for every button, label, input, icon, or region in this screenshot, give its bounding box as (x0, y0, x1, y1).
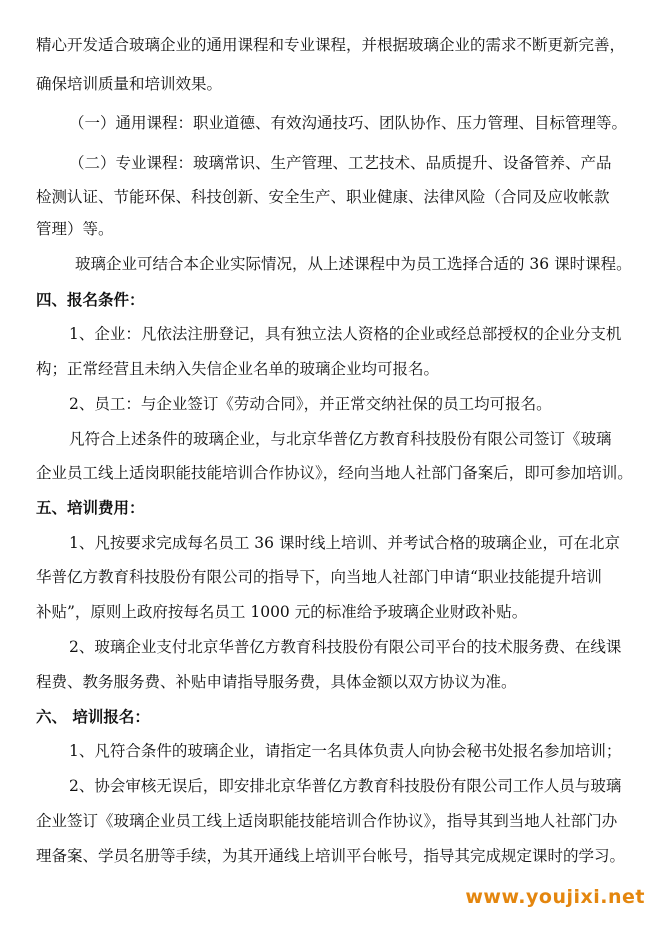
section-heading: 六、 培训报名： (36, 707, 150, 726)
paragraph-line: 1、凡按要求完成每名员工 36 课时线上培训、并考试合格的玻璃企业，可在北京 (69, 534, 620, 552)
paragraph-line: 确保培训质量和培训效果。 (36, 75, 223, 93)
paragraph-line: 凡符合上述条件的玻璃企业，与北京华普亿方教育科技股份有限公司签订《玻璃 (69, 430, 612, 448)
paragraph-line: 1、企业：凡依法注册登记，具有独立法人资格的企业或经总部授权的企业分支机 (69, 325, 622, 343)
section-heading: 五、培训费用： (36, 498, 145, 517)
paragraph-line: 2、玻璃企业支付北京华普亿方教育科技股份有限公司平台的技术服务费、在线课 (69, 638, 622, 656)
section-heading: 四、报名条件： (36, 290, 145, 309)
paragraph-line: 检测认证、节能环保、科技创新、安全生产、职业健康、法律风险（合同及应收帐款 (36, 188, 610, 206)
paragraph-line: 构；正常经营且未纳入失信企业名单的玻璃企业均可报名。 (36, 360, 440, 378)
paragraph-line: 企业签订《玻璃企业员工线上适岗职能技能培训合作协议》，指导其到当地人社部门办 (36, 812, 618, 830)
paragraph-line: 理备案、学员名册等手续，为其开通线上培训平台帐号，指导其完成规定课时的学习。 (36, 847, 626, 865)
paragraph-line: 2、协会审核无误后，即安排北京华普亿方教育科技股份有限公司工作人员与玻璃 (69, 777, 622, 795)
paragraph-line: 精心开发适合玻璃企业的通用课程和专业课程，并根据玻璃企业的需求不断更新完善， (36, 36, 626, 54)
paragraph-line: （一）通用课程：职业道德、有效沟通技巧、团队协作、压力管理、目标管理等。 (69, 114, 628, 132)
paragraph-line: 1、凡符合条件的玻璃企业，请指定一名具体负责人向协会秘书处报名参加培训； (69, 742, 622, 760)
paragraph-line: 管理）等。 (36, 220, 114, 238)
site-watermark: www.youjixi.net (465, 886, 645, 908)
paragraph-line: 2、员工：与企业签订《劳动合同》，并正常交纳社保的员工均可报名。 (69, 395, 552, 413)
paragraph-line: 企业员工线上适岗职能技能培训合作协议》，经向当地人社部门备案后，即可参加培训。 (36, 464, 633, 482)
paragraph-line: （二）专业课程：玻璃常识、生产管理、工艺技术、品质提升、设备管养、产品 (69, 154, 612, 172)
paragraph-line: 华普亿方教育科技股份有限公司的指导下，向当地人社部门申请“职业技能提升培训 (36, 568, 602, 586)
paragraph-line: 程费、教务服务费、补贴申请指导服务费，具体金额以双方协议为准。 (36, 673, 517, 691)
paragraph-line: 补贴”，原则上政府按每名员工 1000 元的标准给予玻璃企业财政补贴。 (36, 603, 528, 621)
paragraph-line: 玻璃企业可结合本企业实际情况，从上述课程中为员工选择合适的 36 课时课程。 (75, 255, 632, 273)
